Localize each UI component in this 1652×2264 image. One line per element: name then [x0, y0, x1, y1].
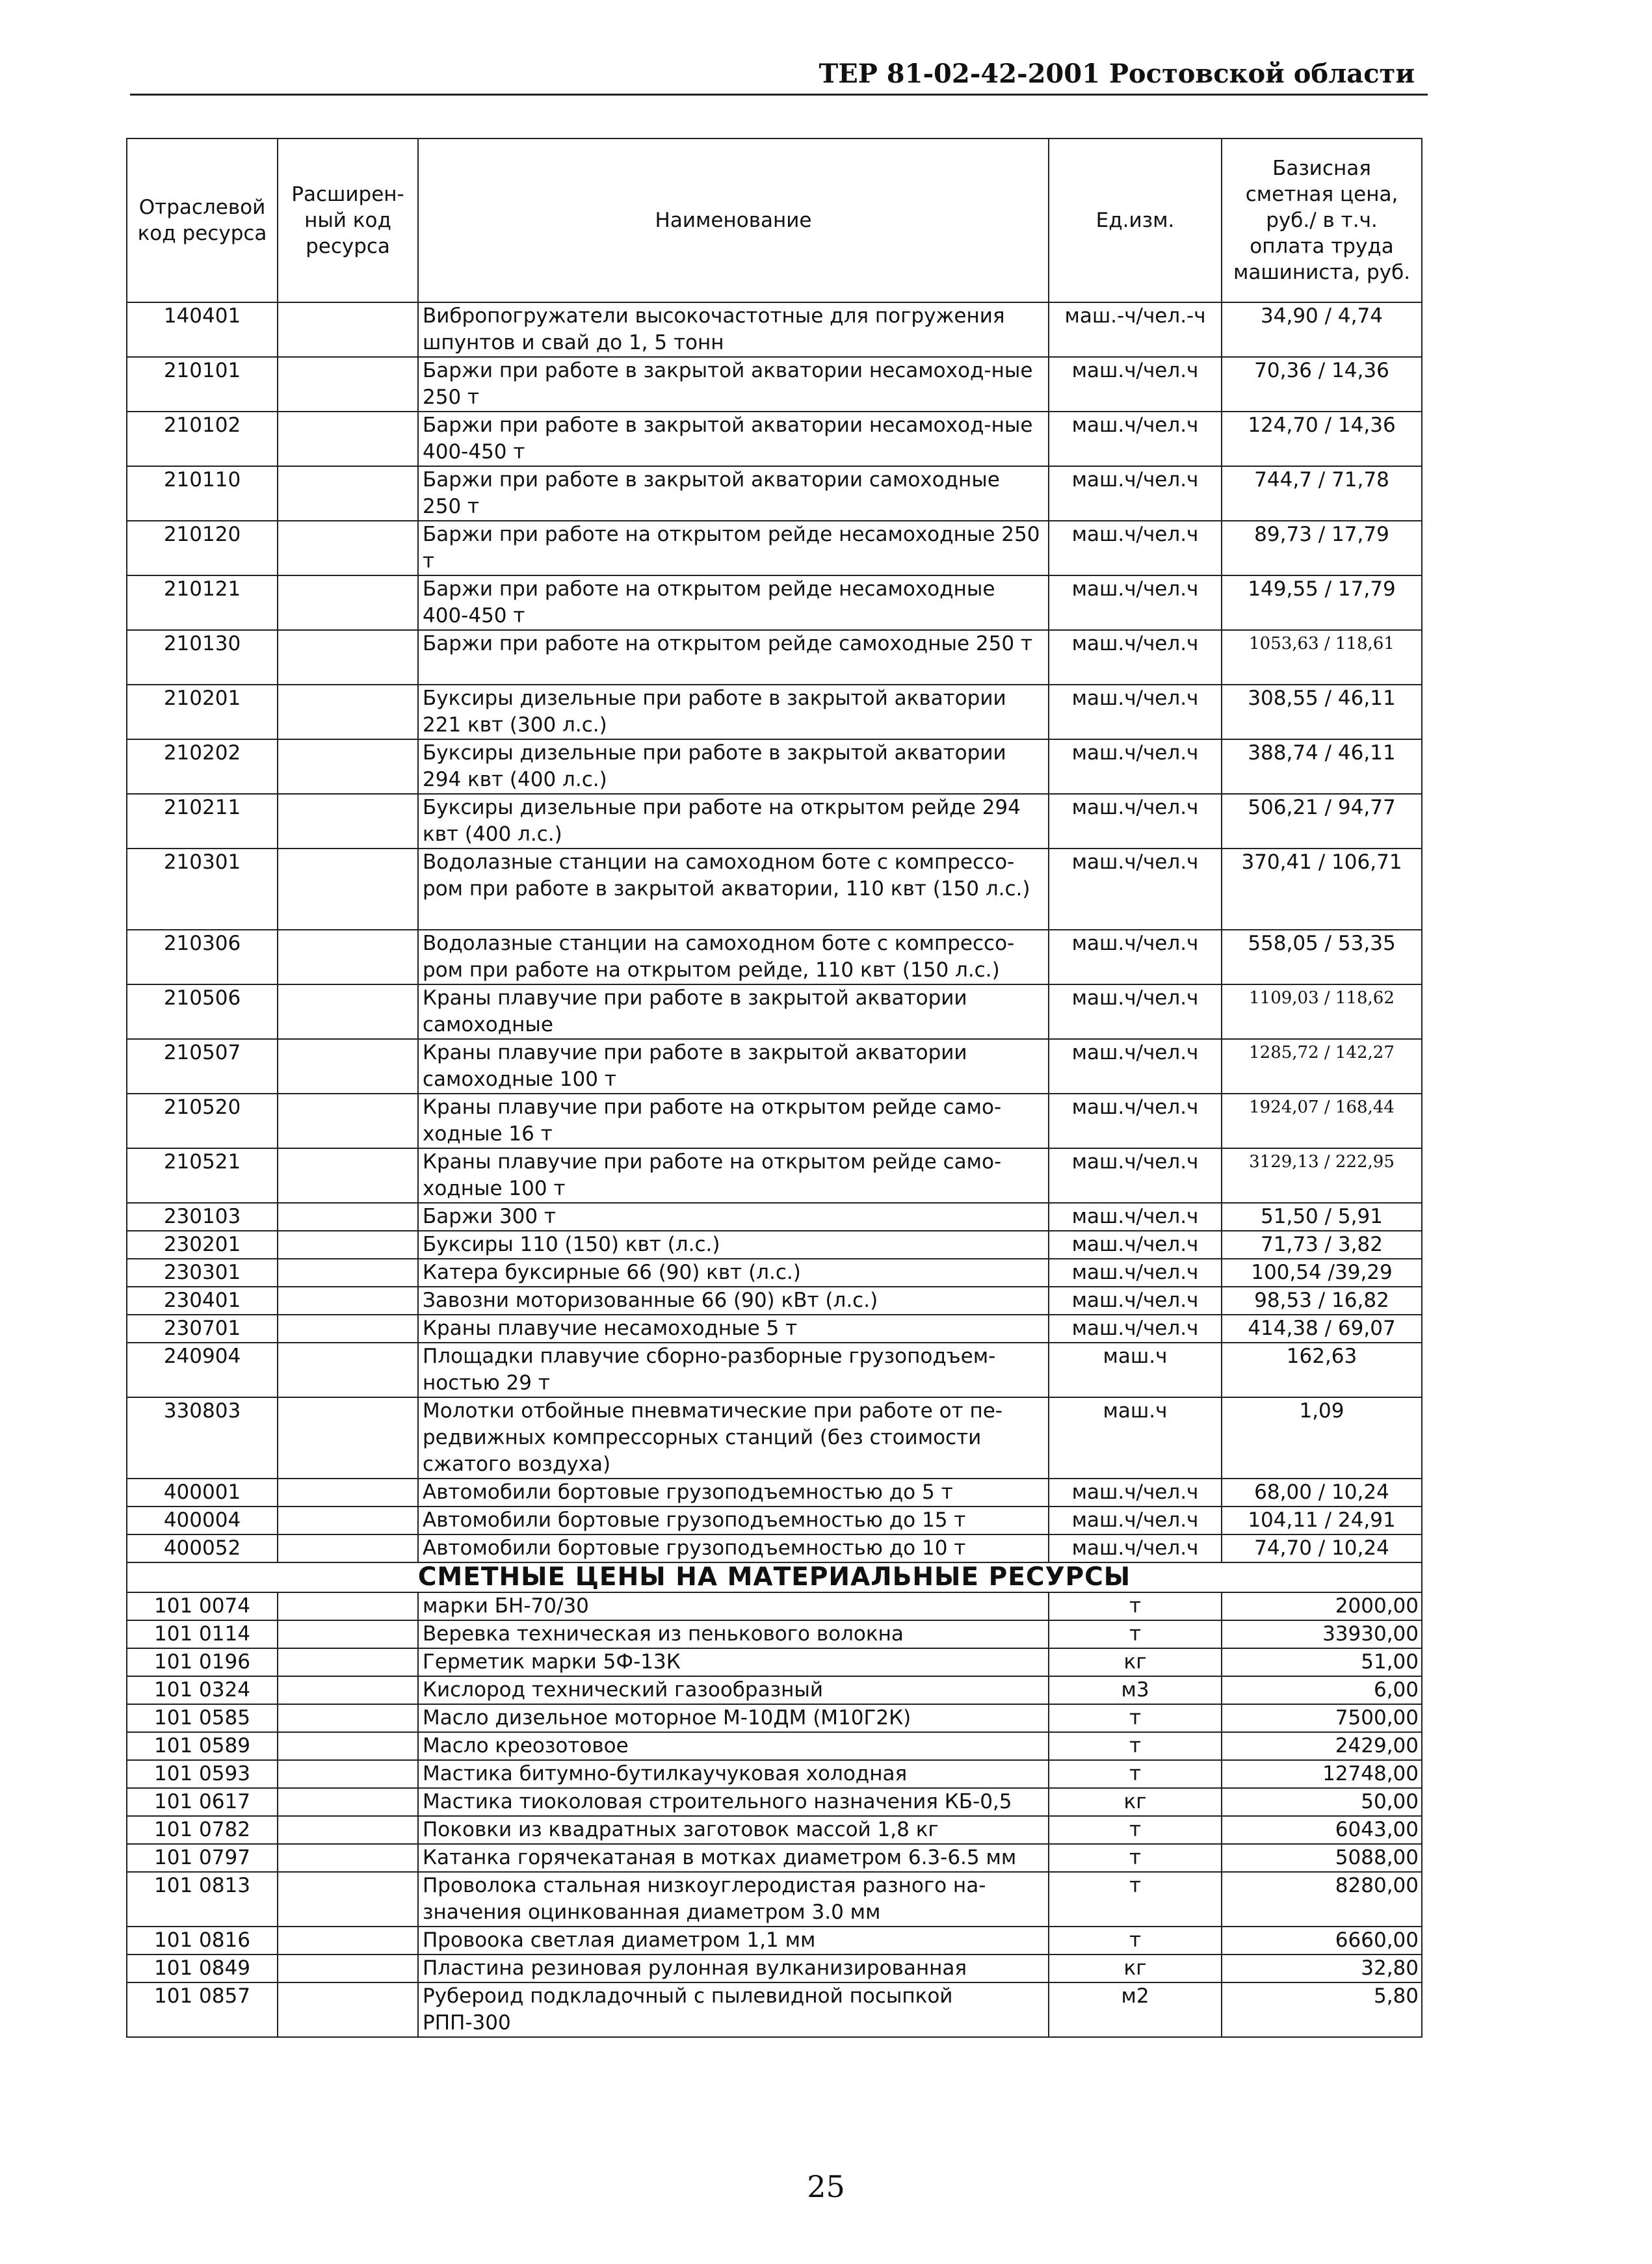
material-price: 50,00 — [1222, 1788, 1422, 1816]
table-row — [127, 1343, 1422, 1397]
table-row — [127, 1534, 1422, 1562]
material-code: 101 0196 — [127, 1648, 278, 1676]
material-code: 101 0114 — [127, 1620, 278, 1648]
resource-unit: маш.-ч/чел.-ч — [1049, 302, 1222, 357]
resource-unit: маш.ч — [1049, 1397, 1222, 1479]
resource-code: 210110 — [127, 466, 278, 521]
extended-code — [278, 1844, 418, 1872]
material-price: 2000,00 — [1222, 1592, 1422, 1620]
resource-name: Баржи при работе на открытом рейде несамоходные 400-450 т — [418, 575, 1049, 630]
material-price: 12748,00 — [1222, 1760, 1422, 1788]
table-row — [127, 739, 1422, 794]
resource-code: 210102 — [127, 412, 278, 466]
material-code: 101 0074 — [127, 1592, 278, 1620]
table-row — [127, 1844, 1422, 1872]
extended-code — [278, 1534, 418, 1562]
resource-code: 230401 — [127, 1287, 278, 1315]
table-row — [127, 302, 1422, 357]
table-row — [127, 1148, 1422, 1203]
resource-name: Буксиры дизельные при работе в закрытой акватории 221 квт (300 л.с.) — [418, 685, 1049, 739]
resource-name: Водолазные станции на самоходном боте с компрессо-ром при работе на открытом рейде, 110 квт (150 л.с.) — [418, 930, 1049, 984]
material-code: 101 0797 — [127, 1844, 278, 1872]
resource-price: 74,70 / 10,24 — [1222, 1534, 1422, 1562]
resource-name: Площадки плавучие сборно-разборные грузоподъем-ностью 29 т — [418, 1343, 1049, 1397]
column-header-code: Отраслевой код ресурса — [127, 138, 278, 302]
resource-unit: маш.ч/чел.ч — [1049, 630, 1222, 685]
resource-name: Баржи при работе на открытом рейде самоходные 250 т — [418, 630, 1049, 685]
material-price: 7500,00 — [1222, 1704, 1422, 1732]
table-row — [127, 1732, 1422, 1760]
table-row — [127, 1287, 1422, 1315]
table-row — [127, 930, 1422, 984]
extended-code — [278, 1259, 418, 1287]
resource-code: 210211 — [127, 794, 278, 849]
extended-code — [278, 1343, 418, 1397]
table-row — [127, 685, 1422, 739]
resource-unit: маш.ч/чел.ч — [1049, 794, 1222, 849]
extended-code — [278, 1620, 418, 1648]
table-row — [127, 466, 1422, 521]
extended-code — [278, 1507, 418, 1534]
resource-name: Краны плавучие несамоходные 5 т — [418, 1315, 1049, 1343]
resource-price: 70,36 / 14,36 — [1222, 357, 1422, 412]
material-code: 101 0849 — [127, 1955, 278, 1982]
material-name: Пластина резиновая рулонная вулканизированная — [418, 1955, 1049, 1982]
resource-code: 210520 — [127, 1094, 278, 1148]
resource-price: 51,50 / 5,91 — [1222, 1203, 1422, 1231]
resource-name: Баржи при работе в закрытой акватории несамоход-ные 400-450 т — [418, 412, 1049, 466]
table-row — [127, 1872, 1422, 1927]
column-header-ext-code: Расширен-ный код ресурса — [278, 138, 418, 302]
extended-code — [278, 739, 418, 794]
resource-code: 330803 — [127, 1397, 278, 1479]
extended-code — [278, 930, 418, 984]
resource-price: 149,55 / 17,79 — [1222, 575, 1422, 630]
resource-name: Краны плавучие при работе на открытом рейде само-ходные 100 т — [418, 1148, 1049, 1203]
material-name: Мастика тиоколовая строительного назначения КБ-0,5 — [418, 1788, 1049, 1816]
material-code: 101 0782 — [127, 1816, 278, 1844]
resource-price: 89,73 / 17,79 — [1222, 521, 1422, 575]
resource-name: Автомобили бортовые грузоподъемностью до 10 т — [418, 1534, 1049, 1562]
material-code: 101 0593 — [127, 1760, 278, 1788]
resource-code: 210201 — [127, 685, 278, 739]
resource-name: Молотки отбойные пневматические при работе от пе-редвижных компрессорных станций (без стоимости сжатого воздуха) — [418, 1397, 1049, 1479]
table-row — [127, 1094, 1422, 1148]
extended-code — [278, 1648, 418, 1676]
resource-unit: маш.ч/чел.ч — [1049, 739, 1222, 794]
resource-unit: маш.ч/чел.ч — [1049, 575, 1222, 630]
resource-unit: маш.ч/чел.ч — [1049, 685, 1222, 739]
material-price: 32,80 — [1222, 1955, 1422, 1982]
table-row — [127, 1315, 1422, 1343]
material-unit: кг — [1049, 1648, 1222, 1676]
resource-unit: маш.ч/чел.ч — [1049, 1259, 1222, 1287]
table-row — [127, 1592, 1422, 1620]
resource-name: Автомобили бортовые грузоподъемностью до 15 т — [418, 1507, 1049, 1534]
resource-unit: маш.ч/чел.ч — [1049, 930, 1222, 984]
table-row — [127, 984, 1422, 1039]
resource-name: Буксиры дизельные при работе в закрытой акватории 294 квт (400 л.с.) — [418, 739, 1049, 794]
resource-unit: маш.ч/чел.ч — [1049, 1479, 1222, 1507]
resource-code: 210101 — [127, 357, 278, 412]
resource-name: Краны плавучие при работе в закрытой акватории самоходные — [418, 984, 1049, 1039]
extended-code — [278, 1397, 418, 1479]
resource-unit: маш.ч/чел.ч — [1049, 466, 1222, 521]
table-row — [127, 1620, 1422, 1648]
machines-section — [127, 302, 1422, 1562]
material-price: 6660,00 — [1222, 1927, 1422, 1955]
resource-price: 1285,72 / 142,27 — [1222, 1039, 1422, 1094]
resource-code: 210507 — [127, 1039, 278, 1094]
extended-code — [278, 1039, 418, 1094]
extended-code — [278, 1704, 418, 1732]
material-code: 101 0816 — [127, 1927, 278, 1955]
extended-code — [278, 1816, 418, 1844]
material-unit: м3 — [1049, 1676, 1222, 1704]
material-name: Мастика битумно-бутилкаучуковая холодная — [418, 1760, 1049, 1788]
table-row — [127, 1039, 1422, 1094]
resource-code: 210121 — [127, 575, 278, 630]
table-row — [127, 1203, 1422, 1231]
extended-code — [278, 1927, 418, 1955]
page-number: 25 — [807, 2169, 845, 2204]
material-unit: т — [1049, 1592, 1222, 1620]
table-row — [127, 794, 1422, 849]
material-price: 5088,00 — [1222, 1844, 1422, 1872]
table-row — [127, 1816, 1422, 1844]
material-name: Веревка техническая из пенькового волокна — [418, 1620, 1049, 1648]
column-header-name: Наименование — [418, 138, 1049, 302]
resource-name: Катера буксирные 66 (90) квт (л.с.) — [418, 1259, 1049, 1287]
resource-price: 308,55 / 46,11 — [1222, 685, 1422, 739]
extended-code — [278, 1760, 418, 1788]
table-row — [127, 1397, 1422, 1479]
resource-unit: маш.ч — [1049, 1343, 1222, 1397]
resource-unit: маш.ч/чел.ч — [1049, 357, 1222, 412]
resource-code: 230301 — [127, 1259, 278, 1287]
resource-code: 210301 — [127, 849, 278, 930]
resource-price: 104,11 / 24,91 — [1222, 1507, 1422, 1534]
resource-code: 400052 — [127, 1534, 278, 1562]
extended-code — [278, 1982, 418, 2037]
resource-name: Краны плавучие при работе на открытом рейде само-ходные 16 т — [418, 1094, 1049, 1148]
resource-unit: маш.ч/чел.ч — [1049, 1287, 1222, 1315]
extended-code — [278, 1315, 418, 1343]
material-name: Масло креозотовое — [418, 1732, 1049, 1760]
material-price: 8280,00 — [1222, 1872, 1422, 1927]
resource-code: 230701 — [127, 1315, 278, 1343]
resource-name: Краны плавучие при работе в закрытой акватории самоходные 100 т — [418, 1039, 1049, 1094]
resource-price: 414,38 / 69,07 — [1222, 1315, 1422, 1343]
table-row — [127, 849, 1422, 930]
material-unit: т — [1049, 1872, 1222, 1927]
resource-price: 1053,63 / 118,61 — [1222, 630, 1422, 685]
material-code: 101 0585 — [127, 1704, 278, 1732]
material-name: Рубероид подкладочный с пылевидной посыпкой РПП-300 — [418, 1982, 1049, 2037]
table-header-row — [127, 138, 1422, 302]
table-row — [127, 1231, 1422, 1259]
resource-code: 140401 — [127, 302, 278, 357]
resource-price: 98,53 / 16,82 — [1222, 1287, 1422, 1315]
resource-price: 744,7 / 71,78 — [1222, 466, 1422, 521]
material-price: 33930,00 — [1222, 1620, 1422, 1648]
extended-code — [278, 1287, 418, 1315]
resource-unit: маш.ч/чел.ч — [1049, 1315, 1222, 1343]
resource-code: 210202 — [127, 739, 278, 794]
resource-unit: маш.ч/чел.ч — [1049, 1039, 1222, 1094]
resource-code: 400001 — [127, 1479, 278, 1507]
resource-price-table — [126, 138, 1423, 2038]
extended-code — [278, 1231, 418, 1259]
table-row — [127, 1955, 1422, 1982]
resource-price: 100,54 /39,29 — [1222, 1259, 1422, 1287]
extended-code — [278, 1676, 418, 1704]
table-row — [127, 412, 1422, 466]
section-title: СМЕТНЫЕ ЦЕНЫ НА МАТЕРИАЛЬНЫЕ РЕСУРСЫ — [127, 1562, 1422, 1592]
resource-code: 210130 — [127, 630, 278, 685]
resource-price: 1109,03 / 118,62 — [1222, 984, 1422, 1039]
resource-price: 370,41 / 106,71 — [1222, 849, 1422, 930]
resource-price: 506,21 / 94,77 — [1222, 794, 1422, 849]
resource-code: 400004 — [127, 1507, 278, 1534]
resource-code: 210506 — [127, 984, 278, 1039]
extended-code — [278, 849, 418, 930]
material-code: 101 0324 — [127, 1676, 278, 1704]
material-unit: кг — [1049, 1955, 1222, 1982]
table-row — [127, 521, 1422, 575]
resource-name: Завозни моторизованные 66 (90) кВт (л.с.) — [418, 1287, 1049, 1315]
material-name: Поковки из квадратных заготовок массой 1,8 кг — [418, 1816, 1049, 1844]
material-unit: м2 — [1049, 1982, 1222, 2037]
material-name: марки БН-70/30 — [418, 1592, 1049, 1620]
material-code: 101 0813 — [127, 1872, 278, 1927]
table-row — [127, 1676, 1422, 1704]
extended-code — [278, 412, 418, 466]
resource-name: Баржи 300 т — [418, 1203, 1049, 1231]
resource-code: 240904 — [127, 1343, 278, 1397]
materials-section-heading — [127, 1562, 1422, 1592]
material-unit: т — [1049, 1844, 1222, 1872]
table-row — [127, 1704, 1422, 1732]
table-row — [127, 1507, 1422, 1534]
material-name: Кислород технический газообразный — [418, 1676, 1049, 1704]
extended-code — [278, 357, 418, 412]
material-name: Масло дизельное моторное М-10ДМ (М10Г2К) — [418, 1704, 1049, 1732]
material-price: 2429,00 — [1222, 1732, 1422, 1760]
material-unit: т — [1049, 1927, 1222, 1955]
material-unit: кг — [1049, 1788, 1222, 1816]
extended-code — [278, 521, 418, 575]
material-price: 51,00 — [1222, 1648, 1422, 1676]
material-unit: т — [1049, 1732, 1222, 1760]
extended-code — [278, 1203, 418, 1231]
resource-price: 1,09 — [1222, 1397, 1422, 1479]
extended-code — [278, 794, 418, 849]
resource-unit: маш.ч/чел.ч — [1049, 984, 1222, 1039]
extended-code — [278, 466, 418, 521]
resource-code: 210521 — [127, 1148, 278, 1203]
extended-code — [278, 630, 418, 685]
extended-code — [278, 1479, 418, 1507]
table-row — [127, 1982, 1422, 2037]
resource-name: Буксиры дизельные при работе на открытом рейде 294 квт (400 л.с.) — [418, 794, 1049, 849]
resource-price: 68,00 / 10,24 — [1222, 1479, 1422, 1507]
resource-name: Баржи при работе на открытом рейде несамоходные 250 т — [418, 521, 1049, 575]
material-unit: т — [1049, 1760, 1222, 1788]
resource-name: Автомобили бортовые грузоподъемностью до 5 т — [418, 1479, 1049, 1507]
resource-price: 71,73 / 3,82 — [1222, 1231, 1422, 1259]
resource-name: Баржи при работе в закрытой акватории самоходные 250 т — [418, 466, 1049, 521]
table-row — [127, 630, 1422, 685]
resource-unit: маш.ч/чел.ч — [1049, 1148, 1222, 1203]
resource-name: Вибропогружатели высокочастотные для погружения шпунтов и свай до 1, 5 тонн — [418, 302, 1049, 357]
resource-name: Баржи при работе в закрытой акватории несамоход-ные 250 т — [418, 357, 1049, 412]
material-unit: т — [1049, 1620, 1222, 1648]
extended-code — [278, 1872, 418, 1927]
extended-code — [278, 1732, 418, 1760]
material-code: 101 0617 — [127, 1788, 278, 1816]
table-row — [127, 1479, 1422, 1507]
resource-price: 162,63 — [1222, 1343, 1422, 1397]
material-name: Катанка горячекатаная в мотках диаметром 6.3-6.5 мм — [418, 1844, 1049, 1872]
resource-unit: маш.ч/чел.ч — [1049, 1231, 1222, 1259]
resource-price: 558,05 / 53,35 — [1222, 930, 1422, 984]
materials-section — [127, 1592, 1422, 2037]
header-rule — [130, 94, 1428, 96]
resource-unit: маш.ч/чел.ч — [1049, 1094, 1222, 1148]
resource-code: 230201 — [127, 1231, 278, 1259]
resource-unit: маш.ч/чел.ч — [1049, 1203, 1222, 1231]
extended-code — [278, 1592, 418, 1620]
resource-unit: маш.ч/чел.ч — [1049, 412, 1222, 466]
table-row — [127, 1927, 1422, 1955]
section-title-row — [127, 1562, 1422, 1592]
resource-code: 210120 — [127, 521, 278, 575]
resource-price: 124,70 / 14,36 — [1222, 412, 1422, 466]
extended-code — [278, 1788, 418, 1816]
extended-code — [278, 1094, 418, 1148]
resource-name: Буксиры 110 (150) квт (л.с.) — [418, 1231, 1049, 1259]
material-price: 5,80 — [1222, 1982, 1422, 2037]
material-unit: т — [1049, 1704, 1222, 1732]
material-price: 6043,00 — [1222, 1816, 1422, 1844]
table-row — [127, 357, 1422, 412]
material-name: Провоока светлая диаметром 1,1 мм — [418, 1927, 1049, 1955]
material-name: Герметик марки 5Ф-13К — [418, 1648, 1049, 1676]
resource-price: 1924,07 / 168,44 — [1222, 1094, 1422, 1148]
column-header-unit: Ед.изм. — [1049, 138, 1222, 302]
material-code: 101 0857 — [127, 1982, 278, 2037]
material-unit: т — [1049, 1816, 1222, 1844]
material-name: Проволока стальная низкоуглеродистая разного на-значения оцинкованная диаметром 3.0 мм — [418, 1872, 1049, 1927]
table-row — [127, 1648, 1422, 1676]
material-price: 6,00 — [1222, 1676, 1422, 1704]
table-row — [127, 1259, 1422, 1287]
extended-code — [278, 1148, 418, 1203]
resource-price: 3129,13 / 222,95 — [1222, 1148, 1422, 1203]
resource-price: 388,74 / 46,11 — [1222, 739, 1422, 794]
table-row — [127, 1788, 1422, 1816]
resource-unit: маш.ч/чел.ч — [1049, 521, 1222, 575]
extended-code — [278, 575, 418, 630]
column-header-price: Базисная сметная цена, руб./ в т.ч. оплата труда машиниста, руб. — [1222, 138, 1422, 302]
extended-code — [278, 685, 418, 739]
resource-price: 34,90 / 4,74 — [1222, 302, 1422, 357]
resource-unit: маш.ч/чел.ч — [1049, 849, 1222, 930]
page-header-title: ТЕР 81-02-42-2001 Ростовской области — [819, 59, 1415, 89]
resource-code: 210306 — [127, 930, 278, 984]
resource-code: 230103 — [127, 1203, 278, 1231]
resource-unit: маш.ч/чел.ч — [1049, 1507, 1222, 1534]
table-row — [127, 575, 1422, 630]
material-code: 101 0589 — [127, 1732, 278, 1760]
extended-code — [278, 1955, 418, 1982]
resource-name: Водолазные станции на самоходном боте с компрессо-ром при работе в закрытой акватории, 110 квт (150 л.с.) — [418, 849, 1049, 930]
extended-code — [278, 302, 418, 357]
extended-code — [278, 984, 418, 1039]
table-row — [127, 1760, 1422, 1788]
resource-unit: маш.ч/чел.ч — [1049, 1534, 1222, 1562]
